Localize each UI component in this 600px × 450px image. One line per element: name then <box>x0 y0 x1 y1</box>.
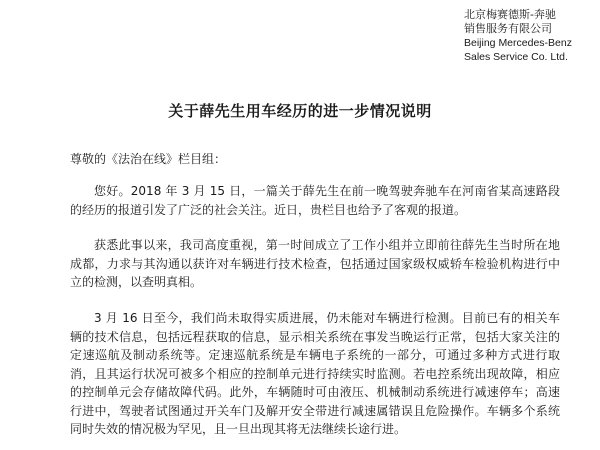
salutation: 尊敬的《法治在线》栏目组： <box>70 152 227 166</box>
paragraph-2: 获悉此事以来，我司高度重视，第一时间成立了工作小组并立即前往薛先生当时所在地成都，力求与其沟通以获许对车辆进行技术检查，包括通过国家级权威轿车检验机构进行中立的检测，以查明真相。 <box>70 238 560 289</box>
letterhead <box>464 8 598 64</box>
document-title: 关于薛先生用车经历的进一步情况说明 <box>168 102 432 120</box>
paragraph-1: 您好。2018 年 3 月 15 日，一篇关于薛先生在前一晚驾驶奔驰车在河南省某高速路段的经历的报道引发了广泛的社会关注。近日，贵栏目也给予了客观的报道。 <box>70 184 560 217</box>
letterhead-cn-line2: 销售服务有限公司 <box>464 22 552 35</box>
paragraph-3: 3 月 16 日至今，我们尚未取得实质进展，仍未能对车辆进行检测。目前已有的相关车辆的技术信息，包括远程获取的信息，显示相关系统在事发当晚运行正常，包括大家关注的定速巡航及制动系统等。定速巡航系统是车辆电子系统的一部分，可通过多种方式进行取消，且其运行状况可被多个相应的控制单元进行持续实时监测。若电控系统出现故障，相应的控制单元会存储故障代码。此外，车辆随时可由液压、机械制动系统进行减速停车；高速行进中，驾驶者试图通过开关车门及解开安全带进行减速属错误且危险操作。车辆多个系统同时失效的情况极为罕见，且一旦出现其将无法继续长途行进。 <box>70 311 560 436</box>
letterhead-en-line1: Beijing Mercedes-Benz <box>464 37 572 49</box>
letterhead-en-line2: Sales Service Co. Ltd. <box>464 51 568 63</box>
letterhead-cn-line1: 北京梅赛德斯-奔驰 <box>464 8 556 21</box>
